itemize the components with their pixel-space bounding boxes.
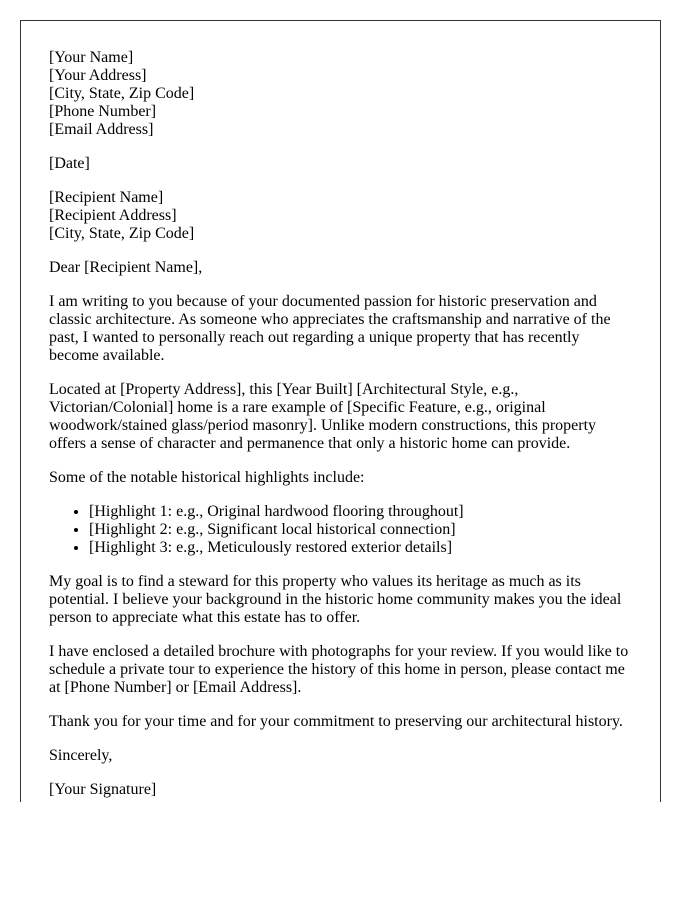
body-paragraph-3: My goal is to find a steward for this property who values its heritage as much as its potential. I believe your background in the historic home community makes you the ideal person to appreciate what this estate has to offer. [49,573,622,626]
salutation: Dear [Recipient Name], [49,259,203,276]
body-paragraph-1: I am writing to you because of your documented passion for historic preservation and classic architecture. As someone who appreciates the craftsmanship and narrative of the past, I wanted to personally reach out regarding a unique property that has recently become available. [49,293,611,364]
sender-block [49,49,632,139]
highlights-intro: Some of the notable historical highlights include: [49,469,365,486]
sender-email: [Email Address] [49,121,154,138]
body-paragraph-2: Located at [Property Address], this [Year Built] [Architectural Style, e.g., Victorian/Colonial] home is a rare example of [Specific Feature, e.g., original woodwork/stained glass/period masonry]. Unlike modern constructions, this property offers a sense of character and permanence that only a historic home can provide. [49,381,597,452]
letter-page [20,20,661,802]
recipient-city-state-zip: [City, State, Zip Code] [49,225,195,242]
highlights-list [49,503,632,557]
body-paragraph-5: Thank you for your time and for your commitment to preserving our architectural history. [49,713,623,730]
highlight-item: • [Highlight 2: e.g., Significant local historical connection] [89,521,632,539]
signature: [Your Signature] [49,781,157,798]
sender-address: [Your Address] [49,67,147,84]
date-block [49,155,632,173]
closing: Sincerely, [49,747,113,764]
highlight-item: • [Highlight 3: e.g., Meticulously restored exterior details] [89,539,632,557]
body-paragraph-4: I have enclosed a detailed brochure with photographs for your review. If you would like to schedule a private tour to experience the history of this home in person, please contact me at [Phone Number] or [Email Address]. [49,643,629,696]
highlight-item: • [Highlight 1: e.g., Original hardwood flooring throughout] [89,503,632,521]
sender-city-state-zip: [City, State, Zip Code] [49,85,195,102]
recipient-name: [Recipient Name] [49,189,164,206]
sender-name: [Your Name] [49,49,134,66]
recipient-block [49,189,632,243]
sender-phone: [Phone Number] [49,103,157,120]
recipient-address: [Recipient Address] [49,207,177,224]
letter-date: [Date] [49,155,90,172]
